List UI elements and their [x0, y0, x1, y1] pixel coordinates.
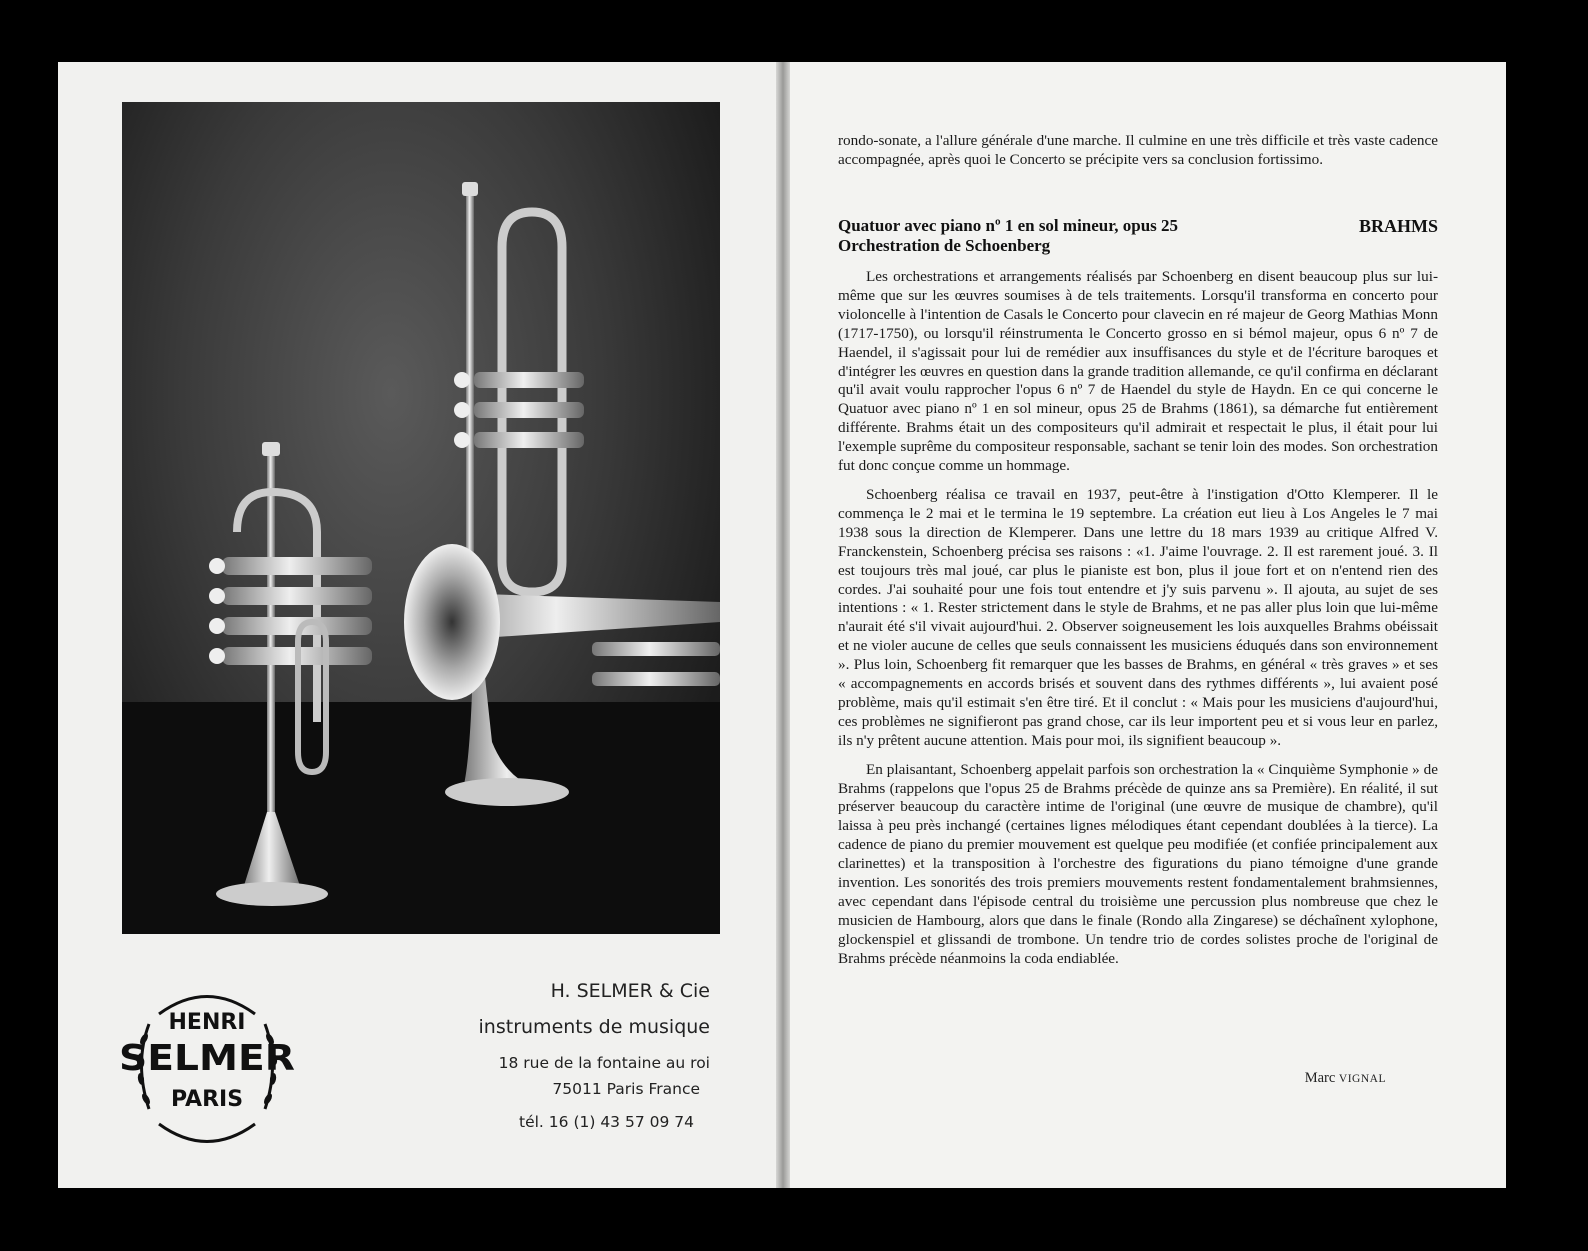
right-page — [790, 62, 1506, 1188]
heading-title: Quatuor avec piano nº 1 en sol mineur, opus 25 — [838, 216, 1179, 235]
intro-paragraph — [838, 132, 1438, 170]
intro-text: rondo-sonate, a l'allure générale d'une marche. Il culmine en une très difficile et très vaste cadence accompagnée, après quoi le Concerto se précipite vers sa conclusion fortissimo. — [838, 132, 1438, 168]
trumpets-photo — [122, 102, 720, 934]
advert-city: 75011 Paris France — [552, 1080, 700, 1098]
selmer-logo — [114, 984, 300, 1154]
section-heading — [838, 216, 1438, 256]
paragraph: Les orchestrations et arrangements réalisés par Schoenberg en disent beaucoup plus sur lui-même que sur les œuvres soumises à de tels traitements. Lorsqu'il transforma en concerto pour violoncelle à l'intention de Casals le Concerto pour clavecin en ré majeur de Georg Mathias Monn (1717-1750), ou lorsqu'il réinstrumenta le Concerto grosso en si bémol majeur, opus 6 nº 7 de Haendel, il s'agissait pour lui de remédier aux insuffisances du style et de l'écriture baroques et d'intégrer les œuvres en question dans la grande tradition allemande, ce qu'il confirma en déclarant qu'il avait voulu rapprocher l'opus 6 nº 7 de Haendel du style de Haydn. En ce qui concerne le Quatuor avec piano nº 1 en sol mineur, opus 25 de Brahms (1861), sa démarche fut entièrement différente. Brahms était un des compositeurs qu'il admirait et respectait le plus, il était pour lui l'exemple suprême du compositeur responsable, sachant se tenir loin des modes. Son orchestration fut donc conçue comme un hommage. — [838, 268, 1438, 475]
logo-top-text: HENRI — [168, 1010, 246, 1035]
advert-street: 18 rue de la fontaine au roi — [498, 1054, 710, 1072]
heading-composer: BRAHMS — [1358, 216, 1438, 236]
left-page — [58, 62, 776, 1188]
logo-middle-text: SELMER — [119, 1038, 295, 1079]
article-body — [838, 268, 1438, 969]
author-signature — [1305, 1070, 1386, 1087]
book-spine — [776, 62, 790, 1188]
advert-company: H. SELMER & Cie — [550, 980, 710, 1002]
advert-address — [380, 974, 710, 1131]
paragraph: Schoenberg réalisa ce travail en 1937, peut-être à l'instigation d'Otto Klemperer. Il le commença le 2 mai et le termina le 19 septembre. La création eut lieu à Los Angeles le 7 mai 1938 sous la direction de Klemperer. Dans une lettre du 18 mars 1939 au critique Alfred V. Franckenstein, Schoenberg précisa ses raisons : «1. J'aime l'ouvrage. 2. Il est rarement joué. 3. Il est toujours très mal joué, car plus le pianiste est bon, plus il joue fort et on n'entend rien des cordes. J'ai souhaité pour une fois tout entendre et j'y suis parvenu ». Il ajouta, au sujet de ses intentions : « 1. Rester strictement dans le style de Brahms, et ne pas aller plus loin que lui-même n'aurait été s'il vivait aujourd'hui. 2. Observer soigneusement les lois auxquelles Brahms obéissait et ne violer aucune de celles que seuls connaissent les musiciens éduqués dans son environnement ». Plus loin, Schoenberg fit remarquer que les basses de Brahms, en général « très graves » et ses « accompagnements en accords brisés et souvent dans des rythmes différents », lui avaient posé problème, mais qu'il estimait s'en être tiré. Et il conclut : « Mais pour les musiciens d'aujourd'hui, ces problèmes ne signifieront pas grand chose, car ils leur importent peu et si vous leur en parlez, ils n'y prêtent aucune attention. Mais pour moi, ils signifient beaucoup ». — [838, 485, 1438, 749]
advert-tagline: instruments de musique — [478, 1016, 710, 1038]
heading-subtitle: Orchestration de Schoenberg — [838, 236, 1051, 255]
paragraph: En plaisantant, Schoenberg appelait parfois son orchestration la « Cinquième Symphonie » de Brahms (rappelons que l'opus 25 de Brahms précède de quinze ans sa Première). En réalité, il sut préserver beaucoup du caractère intime de l'original (une œuvre de musique de chambre), qu'il laissa à peu près inchangé (certaines lignes mélodiques étant cependant doublées à la tierce). La cadence de piano du premier mouvement est quelque peu modifiée (et confiée principalement aux clarinettes) et la transposition à l'orchestre des figurations du piano témoigne d'une grande invention. Les sonorités des trois premiers mouvements restent fondamentalement brahmsiennes, avec cependant dans l'épisode central du troisième une percussion plus nombreuse que chez le musicien de Hambourg, alors que dans le finale (Rondo alla Zingarese) se déchaînent xylophone, glockenspiel et glissandi de trombone. Un tendre trio de cordes solistes proche de l'original de Brahms précède néanmoins la coda endiablée. — [838, 760, 1438, 967]
logo-bottom-text: PARIS — [170, 1087, 244, 1112]
advert-phone: tél. 16 (1) 43 57 09 74 — [519, 1113, 694, 1131]
author-last-name: VIGNAL — [1338, 1073, 1386, 1085]
author-first-name: Marc — [1304, 1070, 1336, 1086]
